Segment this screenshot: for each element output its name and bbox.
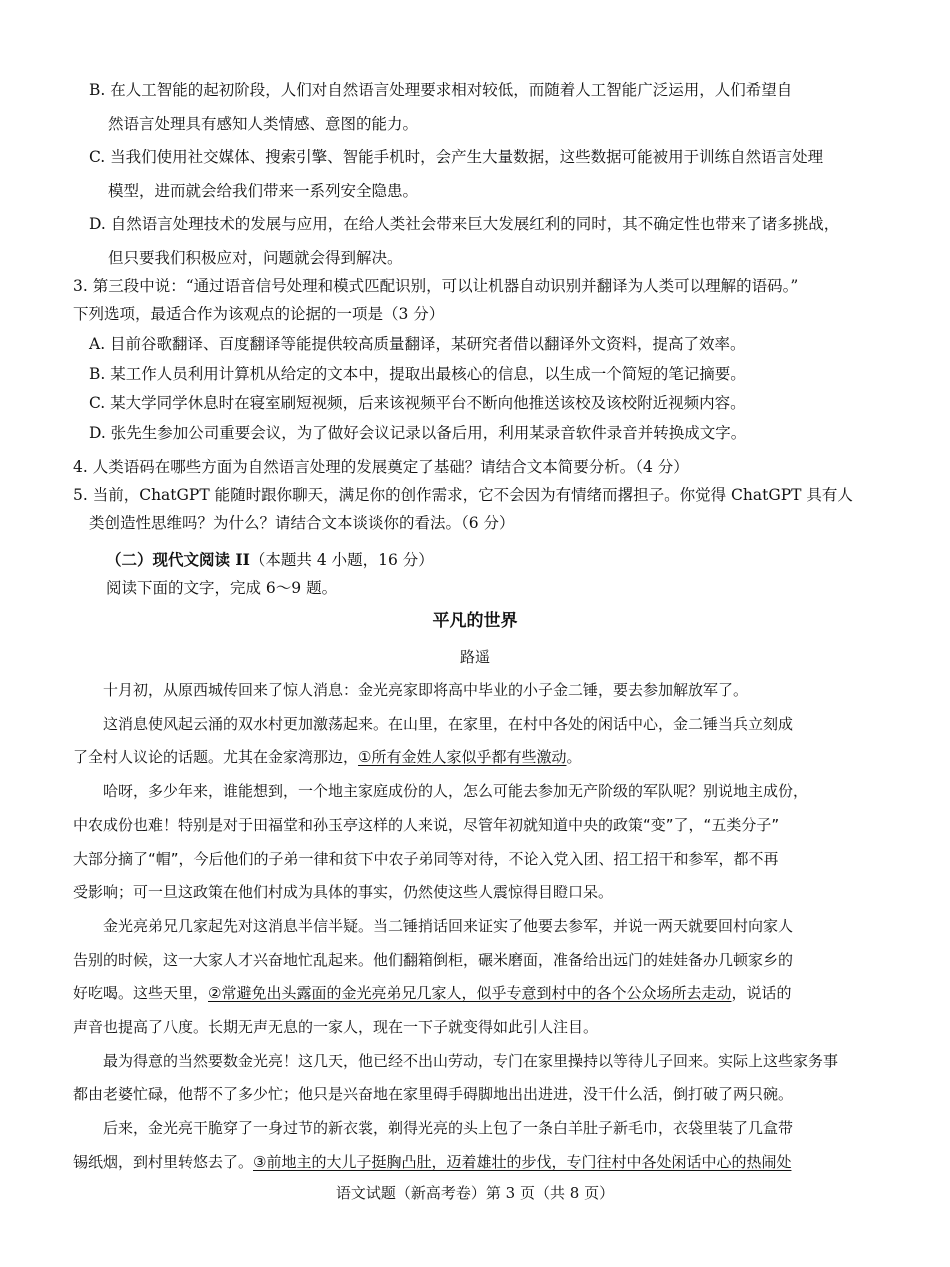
q2-option-d-line2: 但只要我们积极应对，问题就会得到解决。	[108, 249, 403, 267]
article-paragraph-3-line4: 受影响；可一旦这政策在他们村成为具体的事实，仍然使这些人震惊得目瞪口呆。	[73, 883, 614, 901]
q3-option-d: D. 张先生参加公司重要会议，为了做好会议记录以备后用，利用某录音软件录音并转换成文字。	[89, 424, 747, 442]
article-paragraph-2-line2: 了全村人议论的话题。尤其在金家湾那边，①所有金姓人家似乎都有些激动。	[73, 748, 582, 766]
article-author: 路遥	[459, 648, 490, 666]
q3-option-b: B. 某工作人员利用计算机从给定的文本中，提取出最核心的信息，以生成一个简短的笔记摘要。	[89, 365, 746, 383]
section-note: （本题共 4 小题，16 分）	[249, 551, 434, 569]
article-paragraph-5-line2: 都由老婆忙碌，他帮不了多少忙；他只是兴奋地在家里碍手碍脚地出出进进，没干什么活，倒打破了两只碗。	[73, 1085, 794, 1103]
q2-option-c-line2: 模型，进而就会给我们带来一系列安全隐患。	[108, 182, 419, 200]
article-title: 平凡的世界	[432, 611, 518, 631]
underlined-sentence-3: ③前地主的大儿子挺胸凸肚，迈着雄壮的步伐，专门往村中各处闲话中心的热闹处	[253, 1153, 792, 1171]
article-paragraph-5-line1: 最为得意的当然要数金光亮！这几天，他已经不出山劳动，专门在家里操持以等待儿子回来。实际上这些家务事	[103, 1052, 839, 1070]
section-title: （二）现代文阅读 II	[106, 550, 250, 569]
q4-stem: 4. 人类语码在哪些方面为自然语言处理的发展奠定了基础？请结合文本简要分析。（4 分）	[73, 458, 689, 476]
q2-option-b-line2: 然语言处理具有感知人类情感、意图的能力。	[108, 115, 419, 133]
page-footer: 语文试题（新高考卷）第 3 页（共 8 页）	[335, 1184, 615, 1202]
q5-stem-line2: 类创造性思维吗？为什么？请结合文本谈谈你的看法。（6 分）	[89, 514, 515, 532]
underlined-sentence-1: ①所有金姓人家似乎都有些激动	[358, 748, 567, 766]
q2-option-d-line1: D. 自然语言处理技术的发展与应用，在给人类社会带来巨大发展红利的同时，其不确定性也带来了诸多挑战，	[89, 215, 840, 233]
article-paragraph-3-line3: 大部分摘了“帽”，今后他们的子弟一律和贫下中农子弟同等对待，不论入党入团、招工招干和参军，都不再	[73, 850, 779, 868]
article-paragraph-4-line2: 告别的时候，这一大家人才兴奋地忙乱起来。他们翻箱倒柜，碾米磨面，准备给出远门的娃娃备办几顿家乡的	[73, 951, 794, 969]
article-paragraph-4-line3: 好吃喝。这些天里，②常避免出头露面的金光亮弟兄几家人，似乎专意到村中的各个公众场所去走动，说话的	[73, 984, 792, 1002]
article-paragraph-3-line2: 中农成份也难！特别是对于田福堂和孙玉亭这样的人来说，尽管年初就知道中央的政策“变”了，“五类分子”	[73, 816, 780, 834]
section-instruction: 阅读下面的文字，完成 6～9 题。	[106, 579, 338, 597]
q5-stem-line1: 5. 当前，ChatGPT 能随时跟你聊天，满足你的创作需求，它不会因为有情绪而撂担子。你觉得 ChatGPT 具有人	[73, 486, 853, 504]
underlined-sentence-2: ②常避免出头露面的金光亮弟兄几家人，似乎专意到村中的各个公众场所去走动	[208, 984, 732, 1002]
q3-option-a: A. 目前谷歌翻译、百度翻译等能提供较高质量翻译，某研究者借以翻译外文资料，提高了效率。	[89, 335, 746, 353]
section-heading	[106, 550, 434, 570]
article-paragraph-1: 十月初，从原西城传回来了惊人消息：金光亮家即将高中毕业的小子金二锤，要去参加解放军了。	[103, 681, 749, 699]
q3-stem-line1: 3. 第三段中说：“通过语音信号处理和模式匹配识别，可以让机器自动识别并翻译为人类可以理解的语码。”	[73, 277, 799, 295]
article-paragraph-3-line1: 哈呀，多少年来，谁能想到，一个地主家庭成份的人，怎么可能去参加无产阶级的军队呢？别说地主成份，	[103, 782, 809, 800]
q3-option-c: C. 某大学同学休息时在寝室刷短视频，后来该视频平台不断向他推送该校及该校附近视频内容。	[89, 394, 746, 412]
q2-option-c-line1: C. 当我们使用社交媒体、搜索引擎、智能手机时，会产生大量数据，这些数据可能被用于训练自然语言处理	[89, 148, 824, 166]
article-paragraph-6-line2: 锡纸烟，到村里转悠去了。③前地主的大儿子挺胸凸肚，迈着雄壮的步伐，专门往村中各处闲话中心的热闹处	[73, 1153, 792, 1171]
article-paragraph-2-line1: 这消息使风起云涌的双水村更加激荡起来。在山里，在家里，在村中各处的闲话中心，金二锤当兵立刻成	[103, 715, 794, 733]
article-paragraph-6-line1: 后来，金光亮干脆穿了一身过节的新衣裳，剃得光亮的头上包了一条白羊肚子新毛巾，衣袋里装了几盒带	[103, 1119, 794, 1137]
q2-option-b-line1: B. 在人工智能的起初阶段，人们对自然语言处理要求相对较低，而随着人工智能广泛运用，人们希望自	[89, 81, 793, 99]
q3-stem-line2: 下列选项，最适合作为该观点的论据的一项是（3 分）	[73, 305, 445, 323]
article-paragraph-4-line4: 声音也提高了八度。长期无声无息的一家人，现在一下子就变得如此引人注目。	[73, 1018, 599, 1036]
article-paragraph-4-line1: 金光亮弟兄几家起先对这消息半信半疑。当二锤捎话回来证实了他要去参军，并说一两天就要回村向家人	[103, 917, 794, 935]
